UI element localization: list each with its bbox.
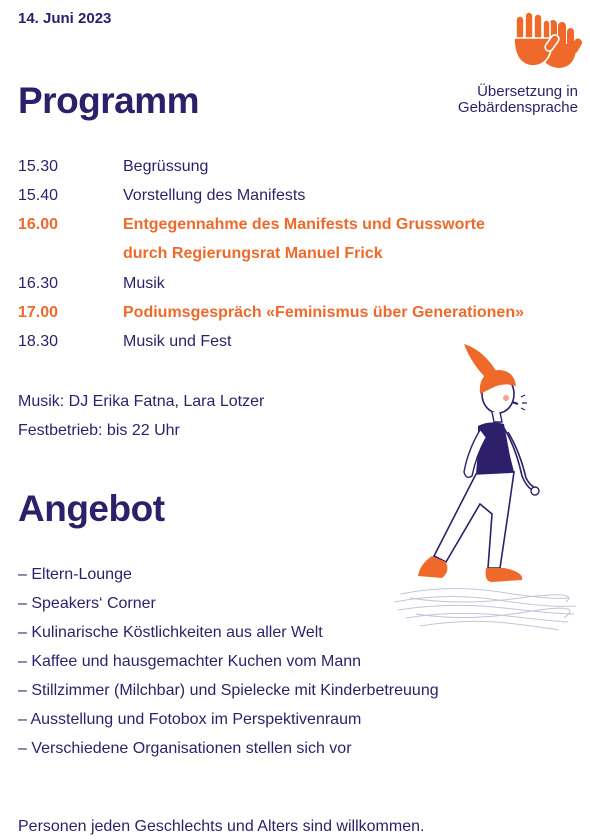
- angebot-item: – Stillzimmer (Milchbar) und Spielecke mit Kinderbetreuung: [18, 682, 439, 699]
- angebot-item: – Speakers‘ Corner: [18, 595, 156, 612]
- programm-time: 16.30: [18, 275, 59, 292]
- programm-heading: Programm: [18, 80, 200, 121]
- angebot-item: – Kulinarische Köstlichkeiten aus aller Welt: [18, 624, 323, 641]
- programm-time: 15.40: [18, 187, 59, 204]
- programm-desc: Entgegennahme des Manifests und Grussworte: [123, 216, 485, 233]
- angebot-heading: Angebot: [18, 488, 165, 529]
- programm-time: 18.30: [18, 333, 59, 350]
- programm-desc: Vorstellung des Manifests: [123, 187, 306, 204]
- sign-language-line-2: Gebärdensprache: [457, 99, 578, 116]
- programm-desc: Begrüssung: [123, 158, 209, 175]
- programm-time: 15.30: [18, 158, 59, 175]
- programm-desc: Podiumsgespräch «Feminismus über Generationen»: [123, 304, 524, 321]
- musik-info: Musik: DJ Erika Fatna, Lara Lotzer: [18, 393, 265, 410]
- walking-woman-illustration: [380, 336, 590, 646]
- programm-time: 16.00: [18, 216, 59, 233]
- welcome-note: Personen jeden Geschlechts und Alters sind willkommen.: [18, 818, 425, 835]
- programm-time: 17.00: [18, 304, 59, 321]
- angebot-item: – Verschiedene Organisationen stellen sich vor: [18, 740, 352, 757]
- sign-language-line-1: Übersetzung in: [477, 83, 578, 100]
- festbetrieb-info: Festbetrieb: bis 22 Uhr: [18, 422, 180, 439]
- programm-desc: Musik: [123, 275, 165, 292]
- programm-desc: Musik und Fest: [123, 333, 232, 350]
- angebot-item: – Ausstellung und Fotobox im Perspektivenraum: [18, 711, 362, 728]
- angebot-item: – Kaffee und hausgemachter Kuchen vom Mann: [18, 653, 362, 670]
- hands-icon: [510, 10, 582, 72]
- programm-desc: durch Regierungsrat Manuel Frick: [123, 245, 383, 262]
- sign-language-note: [458, 84, 578, 116]
- event-date: 14. Juni 2023: [18, 10, 112, 27]
- angebot-item: – Eltern-Lounge: [18, 566, 132, 583]
